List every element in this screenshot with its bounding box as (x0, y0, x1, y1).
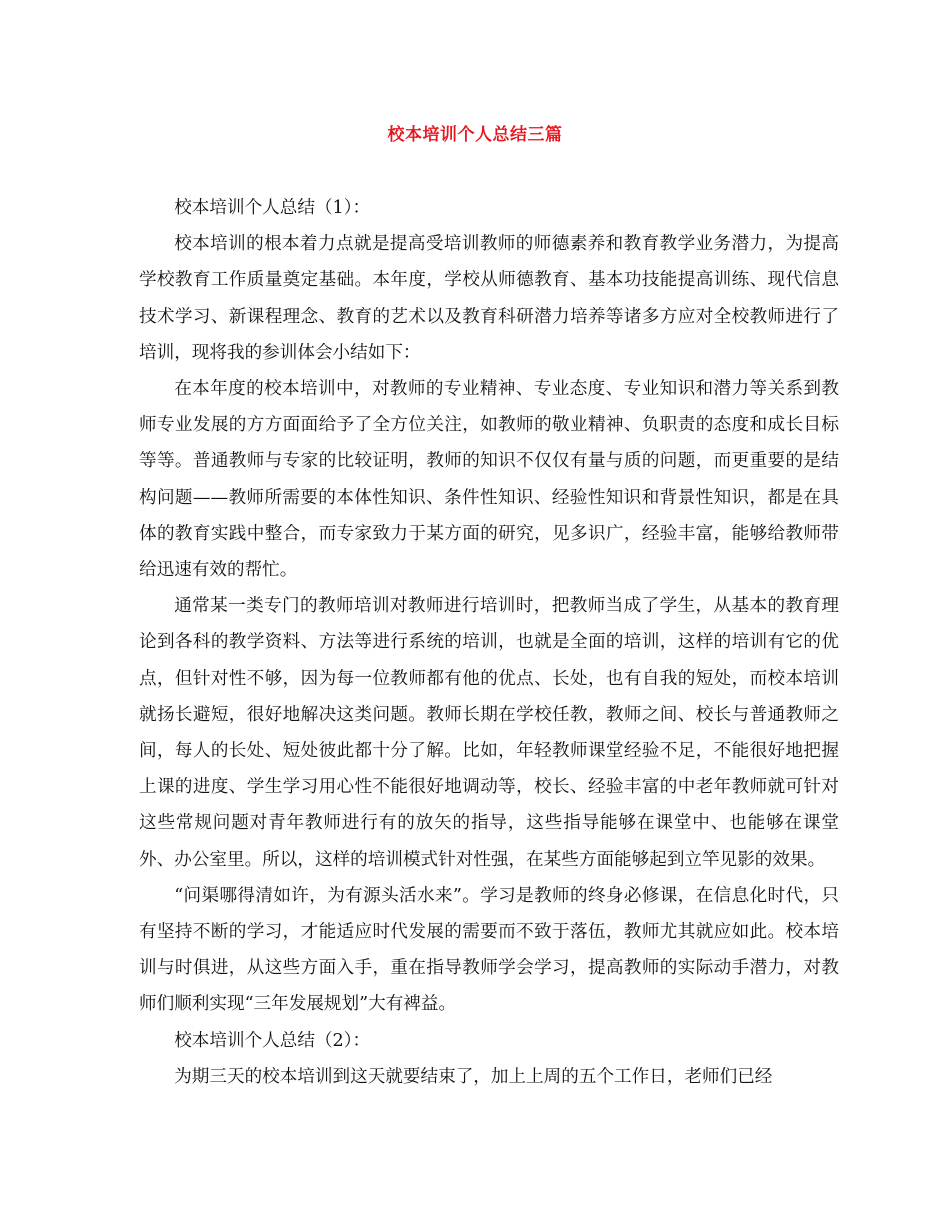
section-heading-2: 校本培训个人总结（2）： (174, 1030, 371, 1051)
document-body (139, 190, 839, 1095)
body-paragraph: 校本培训的根本着力点就是提高受培训教师的师德素养和教育教学业务潜力，为提高学校教育工作质量奠定基础。本年度，学校从师德教育、基本功技能提高训练、现代信息技术学习、新课程理念、教育的艺术以及教育科研潜力培养等诸多方应对全校教师进行了培训，现将我的参训体会小结如下： (139, 234, 839, 363)
body-paragraph: 通常某一类专门的教师培训对教师进行培训时，把教师当成了学生，从基本的教育理论到各科的教学资料、方法等进行系统的培训，也就是全面的培训，这样的培训有它的优点，但针对性不够，因为每一位教师都有他的优点、长处，也有自我的短处，而校本培训就扬长避短，很好地解决这类问题。教师长期在学校任教，教师之间、校长与普通教师之间，每人的长处、短处彼此都十分了解。比如，年轻教师课堂经验不足，不能很好地把握上课的进度、学生学习用心性不能很好地调动等，校长、经验丰富的中老年教师就可针对这些常规问题对青年教师进行有的放矢的指导，这些指导能够在课堂中、也能够在课堂外、办公室里。所以，这样的培训模式针对性强，在某些方面能够起到立竿见影的效果。 (139, 596, 839, 870)
body-paragraph: 在本年度的校本培训中，对教师的专业精神、专业态度、专业知识和潜力等关系到教师专业发展的方方面面给予了全方位关注，如教师的敬业精神、负职责的态度和成长目标等等。普通教师与专家的比较证明，教师的知识不仅仅有量与质的问题，而更重要的是结构问题——教师所需要的本体性知识、条件性知识、经验性知识和背景性知识，都是在具体的教育实践中整合，而专家致力于某方面的研究，见多识广，经验丰富，能够给教师带给迅速有效的帮忙。 (139, 379, 839, 581)
body-paragraph: “问渠哪得清如许，为有源头活水来”。学习是教师的终身必修课，在信息化时代，只有坚持不断的学习，才能适应时代发展的需要而不致于落伍，教师尤其就应如此。校本培训与时俱进，从这些方面入手，重在指导教师学会学习，提高教师的实际动手潜力，对教师们顺利实现“三年发展规划”大有裨益。 (139, 885, 839, 1015)
section-heading-1: 校本培训个人总结（1）： (174, 198, 371, 218)
body-paragraph: 为期三天的校本培训到这天就要结束了，加上上周的五个工作日，老师们已经 (174, 1066, 773, 1087)
document-title: 校本培训个人总结三篇 (387, 125, 563, 145)
